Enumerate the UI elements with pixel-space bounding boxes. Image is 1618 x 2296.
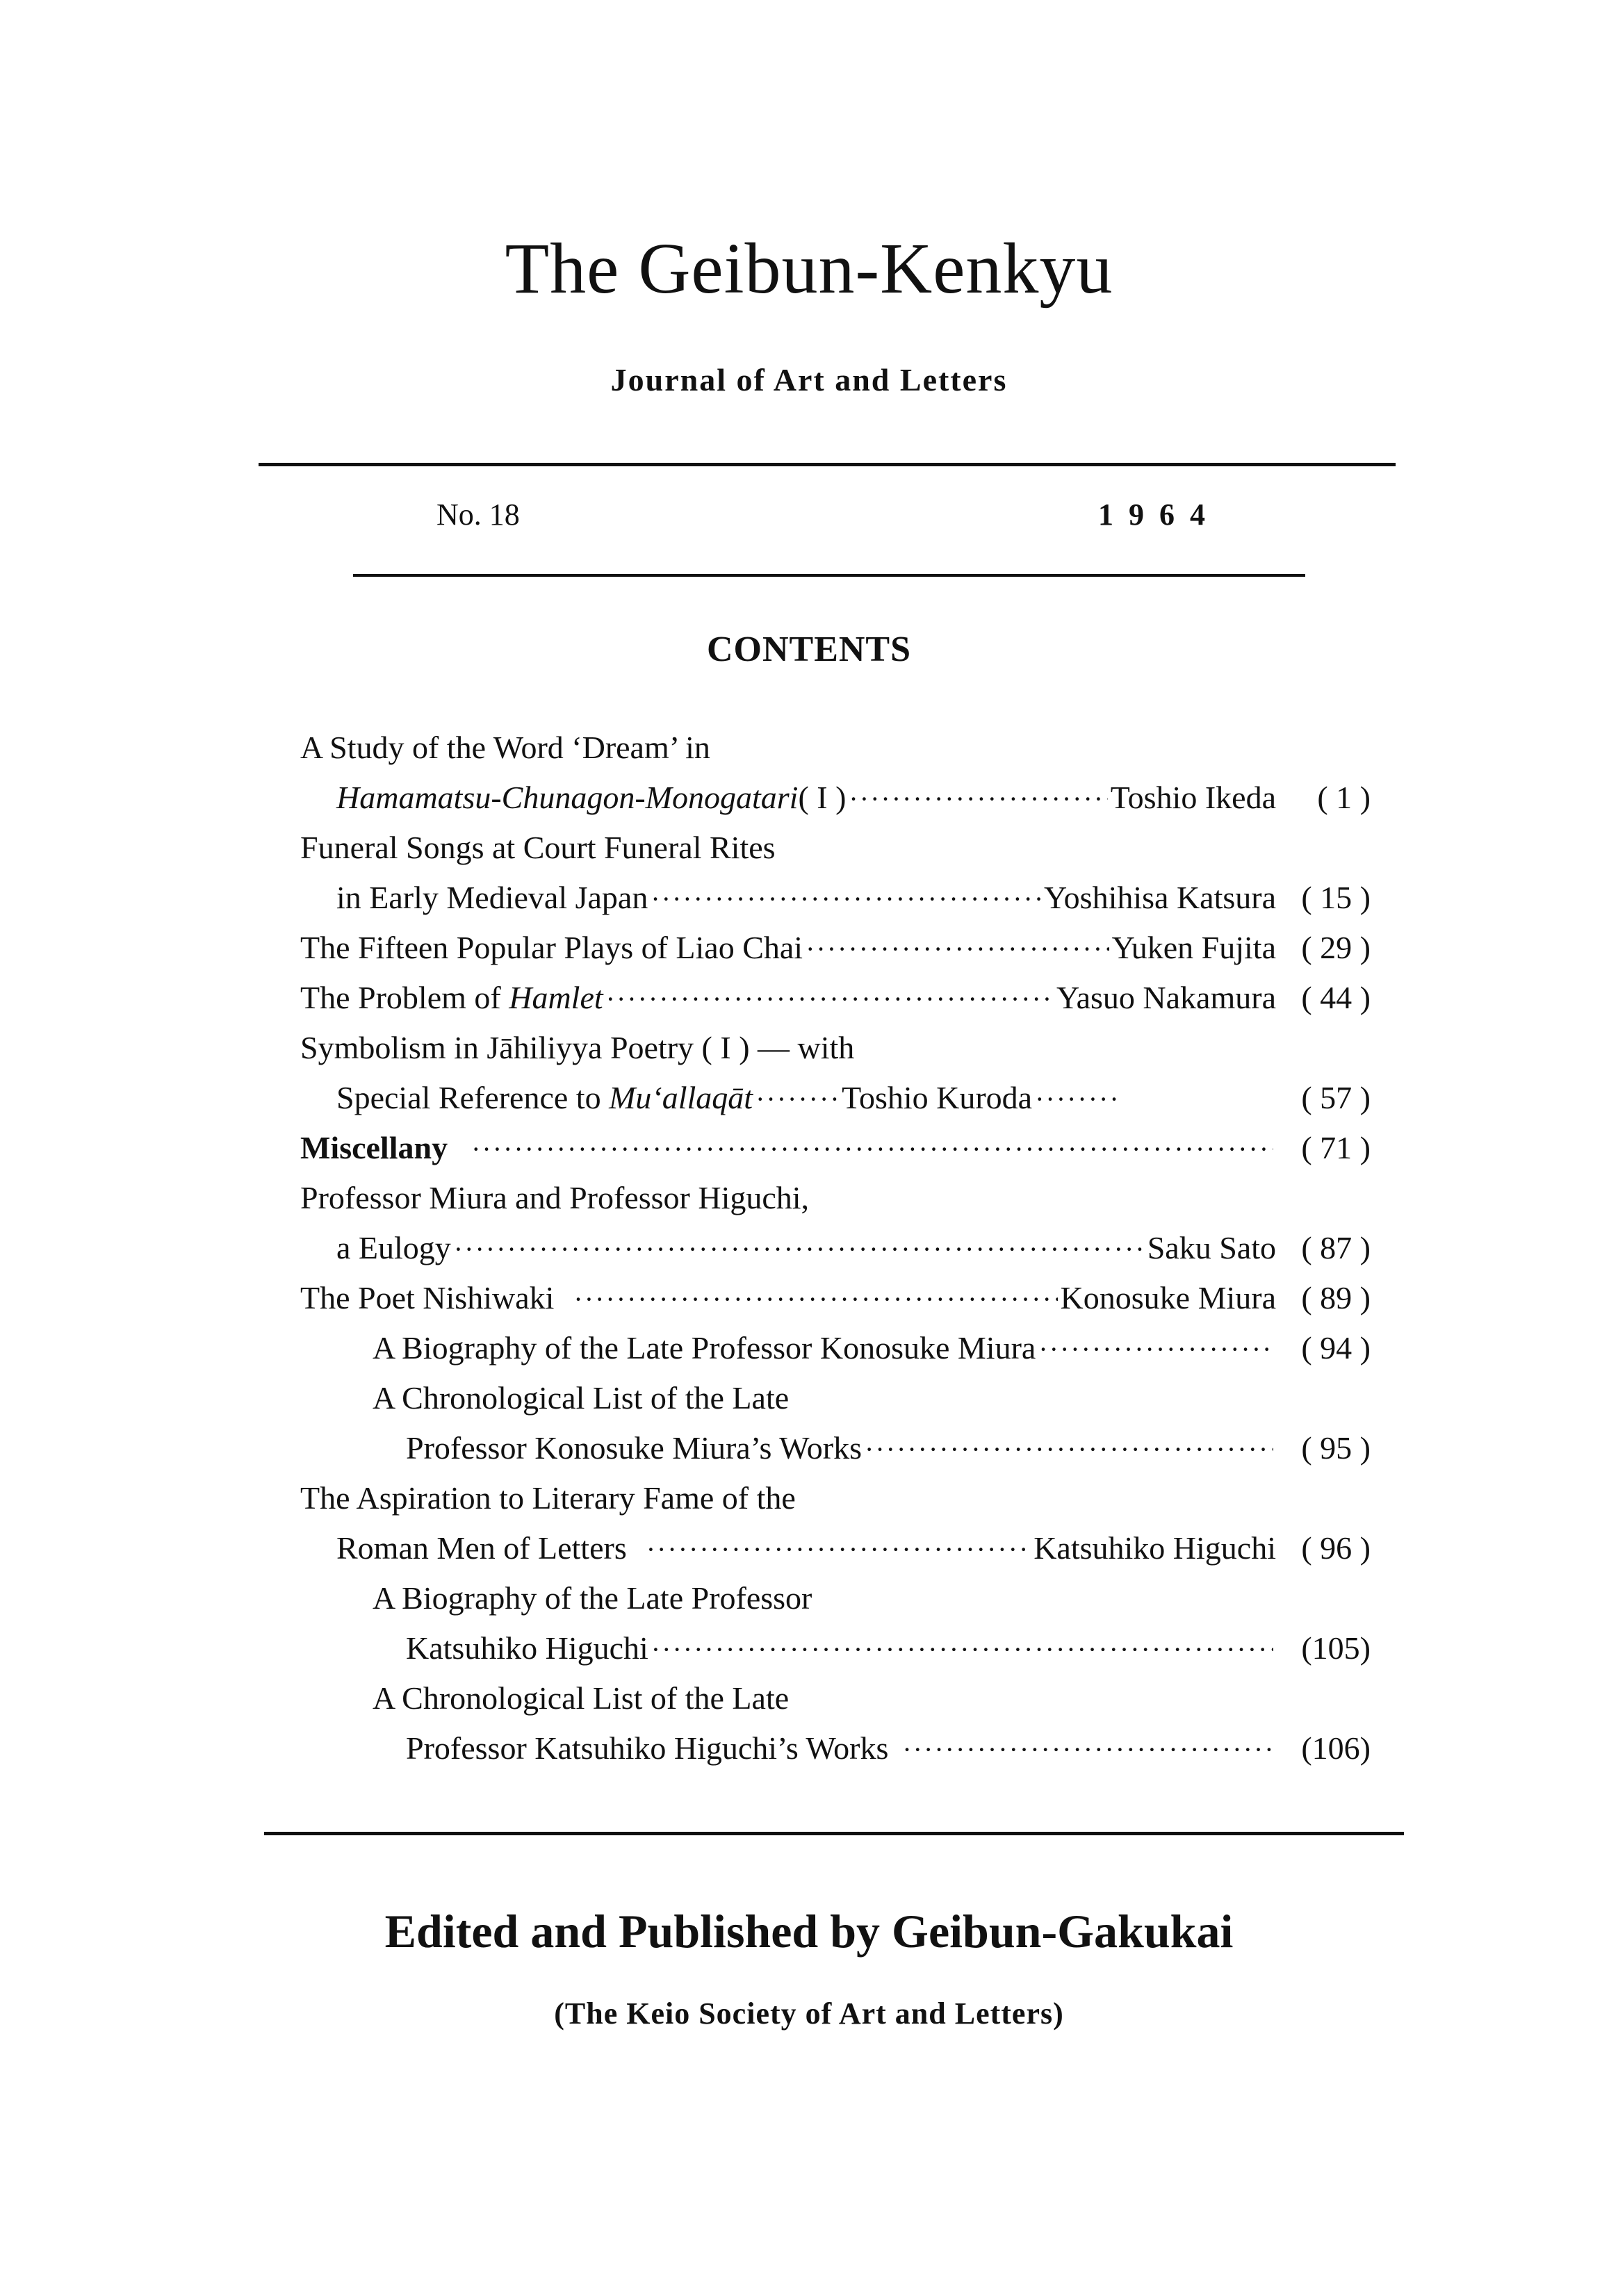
- toc-entry-title: Professor Katsuhiko Higuchi’s Works: [406, 1730, 889, 1766]
- toc-entry-page: ( 71 ): [1301, 1130, 1371, 1165]
- toc-entry-title: Professor Konosuke Miura’s Works: [406, 1430, 863, 1466]
- toc-entry-line: [300, 973, 1371, 1023]
- toc-entry-title: Symbolism in Jāhiliyya Poetry ( I ) — with: [300, 1030, 855, 1065]
- toc-entry-title: in Early Medieval Japan: [336, 880, 648, 915]
- toc-entry-line: [300, 1523, 1371, 1573]
- toc-entry-page: ( 96 ): [1301, 1530, 1371, 1566]
- toc-entry-title: Funeral Songs at Court Funeral Rites: [300, 830, 776, 865]
- toc-entry-author: Yasuo Nakamura: [1056, 980, 1276, 1015]
- toc-entry-title: Roman Men of Letters: [336, 1530, 627, 1566]
- toc-entry-author: Saku Sato: [1147, 1230, 1276, 1265]
- toc-entry-line: [300, 1573, 1371, 1623]
- toc-entry-line: [300, 1023, 1371, 1073]
- leader-dots: [755, 1074, 839, 1124]
- toc-entry-author: Katsuhiko Higuchi: [1033, 1530, 1276, 1566]
- toc-entry-title-italic: Hamamatsu-Chunagon-Monogatari: [336, 780, 799, 815]
- toc-entry-title: Katsuhiko Higuchi: [406, 1630, 648, 1666]
- toc-entry-line: [300, 1423, 1371, 1473]
- publisher-line: Edited and Published by Geibun-Gakukai: [384, 1905, 1234, 1958]
- toc-entry-page: ( 29 ): [1301, 930, 1371, 965]
- toc-entry-title: A Chronological List of the Late: [373, 1380, 790, 1416]
- toc-entry-line: [300, 1373, 1371, 1423]
- toc-entry-line: [300, 723, 1371, 773]
- toc-entry-page: ( 57 ): [1301, 1080, 1371, 1115]
- toc-entry-title: Special Reference to: [336, 1080, 610, 1115]
- toc-entry-line: [300, 1223, 1371, 1273]
- toc-entry-line: [300, 823, 1371, 873]
- leader-dots: [865, 1425, 1273, 1475]
- toc-entry-title: a Eulogy: [336, 1230, 451, 1265]
- leader-dots: [849, 774, 1107, 824]
- toc-entry-line: [300, 773, 1371, 823]
- journal-title: The Geibun-Kenkyu: [505, 229, 1113, 309]
- issue-number: No. 18: [436, 498, 520, 532]
- toc-entry-line: [300, 1273, 1371, 1323]
- toc-entry-line: [300, 1323, 1371, 1373]
- toc-entry-line: [300, 1073, 1371, 1123]
- toc-entry-page: ( 89 ): [1301, 1280, 1371, 1315]
- toc-entry-page: ( 95 ): [1301, 1430, 1371, 1466]
- journal-subtitle: Journal of Art and Letters: [610, 362, 1008, 397]
- toc-entry-line: [300, 1623, 1371, 1673]
- leader-dots: [606, 974, 1054, 1024]
- issue-divider: [353, 574, 1305, 577]
- toc-entry-line: [300, 1473, 1371, 1523]
- toc-entry-page: ( 94 ): [1301, 1330, 1371, 1366]
- toc-entry-line: [300, 1723, 1371, 1773]
- leader-dots: [806, 924, 1109, 974]
- toc-entry-title: Miscellany: [300, 1130, 448, 1165]
- toc-entry-title: A Biography of the Late Professor Konosuke Miura: [373, 1330, 1036, 1366]
- toc-entry-title: A Study of the Word ‘Dream’ in: [300, 730, 710, 765]
- toc-entry-page: (106): [1301, 1730, 1371, 1766]
- leader-dots: [454, 1224, 1145, 1274]
- toc-entry-title: The Poet Nishiwaki: [300, 1280, 555, 1315]
- toc-entry-page: (105): [1301, 1630, 1371, 1666]
- top-divider: [259, 463, 1396, 466]
- toc-entry-title: The Fifteen Popular Plays of Liao Chai: [300, 930, 803, 965]
- toc-entry-title: The Aspiration to Literary Fame of the: [300, 1480, 796, 1516]
- leader-dots: [651, 1625, 1273, 1675]
- table-of-contents: [300, 723, 1371, 1773]
- leader-dots: [1035, 1074, 1118, 1124]
- toc-entry-author: Yuken Fujita: [1111, 930, 1276, 965]
- toc-entry-line: [300, 873, 1371, 923]
- toc-entry-line: [300, 1123, 1371, 1173]
- leader-dots: [646, 1525, 1031, 1575]
- toc-entry-title: Professor Miura and Professor Higuchi,: [300, 1180, 810, 1215]
- toc-entry-author: Toshio Kuroda: [842, 1080, 1033, 1115]
- toc-entry-author: Toshio Ikeda: [1110, 780, 1276, 815]
- contents-heading: CONTENTS: [706, 630, 912, 669]
- issue-year: 1964: [1098, 498, 1220, 532]
- leader-dots: [1038, 1325, 1273, 1375]
- bottom-divider: [264, 1832, 1404, 1835]
- toc-entry-page: ( 15 ): [1301, 880, 1371, 915]
- leader-dots: [573, 1274, 1057, 1325]
- toc-entry-page: ( 87 ): [1301, 1230, 1371, 1265]
- toc-entry-line: [300, 1173, 1371, 1223]
- leader-dots: [651, 874, 1041, 924]
- toc-entry-title: ( I ): [798, 780, 847, 815]
- toc-entry-line: [300, 923, 1371, 973]
- toc-entry-page: ( 1 ): [1317, 780, 1371, 815]
- toc-entry-title-italic: Mu‘allaqāt: [609, 1080, 753, 1115]
- leader-dots: [902, 1725, 1273, 1775]
- toc-entry-page: ( 44 ): [1301, 980, 1371, 1015]
- toc-entry-title-italic: Hamlet: [509, 980, 603, 1015]
- publisher-subline: (The Keio Society of Art and Letters): [554, 1996, 1064, 2031]
- toc-entry-title: A Biography of the Late Professor: [373, 1580, 812, 1616]
- leader-dots: [471, 1124, 1273, 1174]
- toc-entry-title: The Problem of: [300, 980, 509, 1015]
- toc-entry-author: Konosuke Miura: [1060, 1280, 1276, 1315]
- toc-entry-author: Yoshihisa Katsura: [1044, 880, 1276, 915]
- toc-entry-title: A Chronological List of the Late: [373, 1680, 790, 1716]
- toc-entry-line: [300, 1673, 1371, 1723]
